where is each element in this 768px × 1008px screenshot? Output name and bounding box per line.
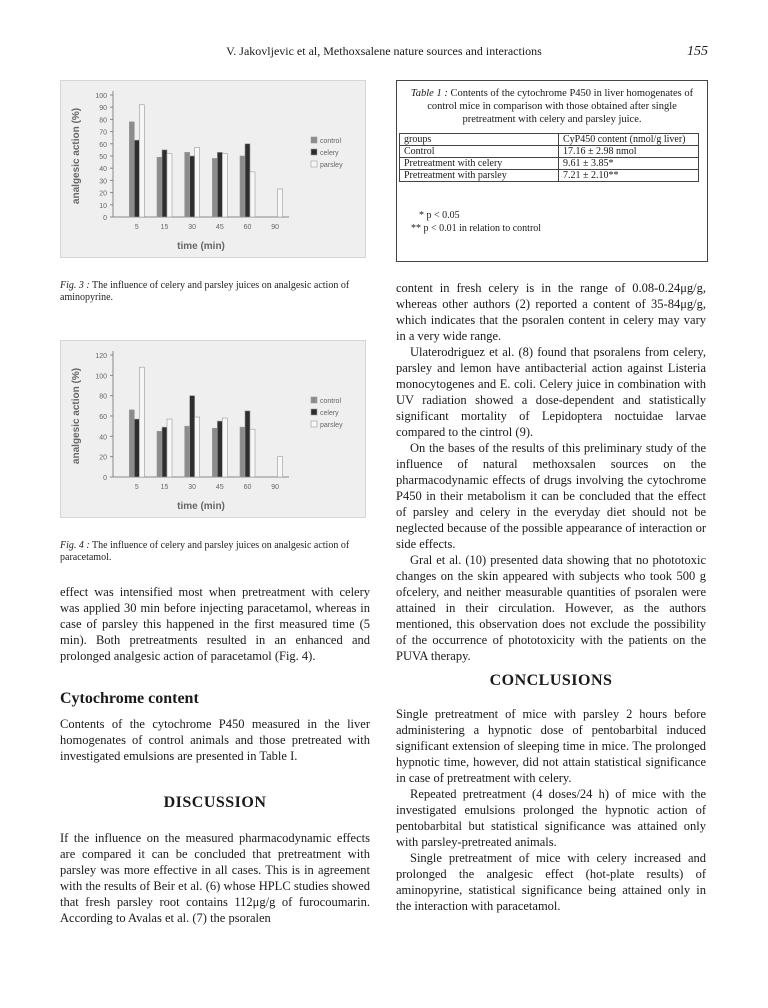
x-axis-label: time (min) — [177, 501, 225, 512]
conclusion-1: Single pretreatment of mice with parsley 2 hours before administering a hypnotic dose of pentobarbital induced significant extension of sleeping time in mice. The prolonged hypnotic time, however, did not attain statistical significance in case of pretreatment with celery. — [396, 707, 706, 785]
bar-celery — [245, 144, 250, 217]
bar-parsley — [278, 189, 283, 217]
y-tick-label: 30 — [99, 178, 107, 186]
right-column — [396, 280, 706, 664]
bar-parsley — [222, 418, 227, 477]
table-1-box — [396, 80, 708, 262]
table-1-title-text: Contents of the cytochrome P450 in liver homogenates of control mice in comparison with those obtained after single pretreatment with celery and parsley juice. — [427, 88, 694, 125]
bar-control — [157, 157, 162, 217]
figure-3-caption-text: The influence of celery and parsley juices on analgesic action of aminopyrine. — [60, 280, 350, 303]
x-axis-label: time (min) — [177, 241, 225, 252]
table-header-cell: groups — [400, 134, 559, 146]
y-tick-label: 10 — [99, 202, 107, 210]
table-cell: 17.16 ± 2.98 nmol — [559, 146, 699, 158]
running-title: V. Jakovljevic et al, Methoxsalene nature sources and interactions — [226, 44, 542, 58]
bar-parsley — [222, 154, 227, 217]
paragraph-discussion — [60, 830, 370, 926]
x-tick-label: 90 — [271, 484, 280, 491]
paragraph-discussion-text: If the influence on the measured pharmacodynamic effects are compared it can be concluded that pretreatment with parsley was more effective in all cases. This is in agreement with the results of Beir et al. (6) whose HPLC studies showed that fresh parsley root contains 112μg/g of furocoumarin. According to Avalas et al. (7) the psoralen — [60, 831, 370, 925]
x-tick-label: 30 — [188, 224, 197, 231]
y-tick-label: 70 — [99, 129, 107, 137]
y-tick-label: 60 — [99, 141, 107, 149]
left-column — [60, 584, 370, 664]
legend-swatch-control — [311, 137, 317, 143]
bar-celery — [134, 140, 139, 217]
running-header — [60, 44, 708, 62]
table-cell: Pretreatment with celery — [400, 158, 559, 170]
paragraph-ulaterodriguez: Ulaterodriguez et al. (8) found that psoralens from celery, parsley and lemon have antibacterial action against Listeria monocytogenes and E. coli. Celery juice in combination with UV radiation showed a dose-dependent and statistically significant mortality of Lepidoptera noctuidae larvae compared to the cintrol (9). — [396, 345, 706, 439]
heading-discussion: DISCUSSION — [163, 794, 267, 811]
figure-3-label: Fig. 3 : — [60, 280, 90, 291]
x-tick-label: 15 — [160, 484, 169, 491]
legend-label-control: control — [320, 138, 342, 145]
bar-parsley — [139, 367, 144, 477]
paragraph-celery-content: content in fresh celery is in the range of 0.08-0.24μg/g, whereas other authors (2) reported a content of 35-84μg/g, which indicates that the psoralen content in celery may vary in a very wide range. — [396, 281, 706, 343]
bar-control — [240, 427, 245, 477]
table-cell: Pretreatment with parsley — [400, 170, 559, 182]
y-axis-label: analgesic action (%) — [71, 107, 82, 205]
y-axis-label: analgesic action (%) — [71, 367, 82, 465]
table-1 — [399, 133, 699, 182]
bar-control — [129, 410, 134, 477]
bar-parsley — [250, 172, 255, 217]
paragraph-gral: Gral et al. (10) presented data showing that no phototoxic changes on the skin appeared with subjects who took 500 g ofcelery, and neither measurable quantities of psoralen were attained in their circulation. However, as the authors mentioned, this observation does not exclude the possibility of the occurrence of phototoxicity with the patients on the PUVA therapy. — [396, 553, 706, 663]
table-row — [400, 170, 699, 182]
conclusion-2: Repeated pretreatment (4 doses/24 h) of mice with the investigated emulsions prolonged the hypnotic action of pentobarbital but statistical significance was attained only with parsley-pretreated animals. — [396, 787, 706, 849]
table-1-label: Table 1 : — [410, 88, 448, 99]
table-header-cell: CyP450 content (nmol/g liver) — [559, 134, 699, 146]
y-tick-label: 20 — [99, 190, 107, 198]
y-tick-label: 50 — [99, 154, 107, 161]
bar-control — [240, 156, 245, 217]
table-1-title — [397, 81, 707, 126]
figure-3-chart — [61, 81, 365, 257]
bar-celery — [217, 152, 222, 217]
bar-parsley — [195, 147, 200, 217]
bar-parsley — [278, 457, 283, 477]
table-header-row — [400, 134, 699, 146]
paragraph-fig4-discussion: effect was intensified most when pretreatment with celery was applied 30 min before injecting paracetamol, whereas in case of parsley this happened in the first measured time (5 min). Both pretreatments resulted in an enhanced and prolonged analgesic action of paracetamol (Fig. 4). — [60, 585, 370, 663]
table-cell: 7.21 ± 2.10** — [559, 170, 699, 182]
x-tick-label: 5 — [134, 484, 139, 491]
bar-celery — [134, 419, 139, 477]
y-tick-label: 60 — [99, 414, 107, 421]
bar-celery — [162, 150, 167, 217]
table-row — [400, 146, 699, 158]
x-tick-label: 90 — [271, 224, 280, 231]
bar-celery — [162, 427, 167, 477]
paragraph-cytochrome-text: Contents of the cytochrome P450 measured in the liver homogenates of control animals and those pretreated with investigated emulsions are presented in Table I. — [60, 717, 370, 763]
bar-control — [185, 426, 190, 477]
bar-celery — [190, 156, 195, 217]
bar-parsley — [139, 105, 144, 217]
legend-swatch-parsley — [311, 161, 317, 167]
bar-control — [129, 122, 134, 217]
page-number: 155 — [687, 44, 708, 59]
conclusion-3: Single pretreatment of mice with celery increased and prolonged the analgesic effect (hot-plate results) of aminopyrine, statistical significance being attained only in the interaction with paracetamol. — [396, 851, 706, 913]
bar-parsley — [167, 154, 172, 217]
y-tick-label: 100 — [95, 93, 107, 100]
bar-control — [212, 428, 217, 477]
paragraph-cytochrome — [60, 716, 370, 764]
bar-control — [212, 158, 217, 217]
bar-parsley — [167, 419, 172, 477]
y-tick-label: 90 — [99, 105, 107, 113]
y-tick-label: 40 — [99, 166, 107, 174]
figure-3-panel — [60, 80, 366, 258]
y-tick-label: 20 — [99, 454, 107, 462]
legend-swatch-parsley — [311, 421, 317, 427]
figure-4-label: Fig. 4 : — [60, 540, 90, 551]
x-tick-label: 60 — [243, 224, 252, 231]
bar-celery — [190, 396, 195, 477]
heading-conclusions: CONCLUSIONS — [489, 672, 613, 689]
table-cell: Control — [400, 146, 559, 158]
y-tick-label: 0 — [103, 215, 107, 222]
legend-label-control: control — [320, 398, 342, 405]
table-cell: 9.61 ± 3.85* — [559, 158, 699, 170]
x-tick-label: 30 — [188, 484, 197, 491]
x-tick-label: 15 — [160, 224, 169, 231]
table-note-2: ** p < 0.01 in relation to control — [411, 223, 542, 234]
y-tick-label: 120 — [95, 353, 107, 360]
y-tick-label: 100 — [95, 373, 107, 381]
y-tick-label: 80 — [99, 393, 107, 401]
y-tick-label: 80 — [99, 117, 107, 125]
bar-control — [157, 431, 162, 477]
paragraph-conclusion-preliminary: On the bases of the results of this preliminary study of the influence of natural methoxsalen sources on the pharmacodynamic effects of drugs involving the cytochrome P450 in their metabolism it can be concluded that the effect of parsley and celery in the everyday diet should not be neglected because of the possible appearance of interaction or side effects. — [396, 441, 706, 551]
figure-4-caption — [60, 540, 370, 564]
bar-parsley — [250, 429, 255, 477]
legend-label-parsley: parsley — [320, 422, 343, 429]
bar-parsley — [195, 417, 200, 477]
x-tick-label: 45 — [215, 484, 224, 491]
x-tick-label: 5 — [134, 224, 139, 231]
figure-4-caption-text: The influence of celery and parsley juices on analgesic action of paracetamol. — [60, 540, 350, 563]
figure-4-chart — [61, 341, 365, 517]
legend-swatch-control — [311, 397, 317, 403]
table-note-1: * p < 0.05 — [419, 210, 460, 221]
y-tick-label: 40 — [99, 434, 107, 442]
heading-cytochrome-content: Cytochrome content — [60, 690, 199, 707]
bar-control — [185, 152, 190, 217]
legend-swatch-celery — [311, 409, 317, 415]
table-1-notes — [411, 209, 541, 235]
legend-label-celery: celery — [320, 150, 339, 157]
bar-celery — [217, 421, 222, 477]
legend-swatch-celery — [311, 149, 317, 155]
conclusions-text — [396, 706, 706, 914]
bar-celery — [245, 411, 250, 477]
x-tick-label: 60 — [243, 484, 252, 491]
legend-label-celery: celery — [320, 410, 339, 417]
y-tick-label: 0 — [103, 475, 107, 482]
figure-4-panel — [60, 340, 366, 518]
table-row — [400, 158, 699, 170]
legend-label-parsley: parsley — [320, 162, 343, 169]
figure-3-caption — [60, 280, 370, 304]
x-tick-label: 45 — [215, 224, 224, 231]
